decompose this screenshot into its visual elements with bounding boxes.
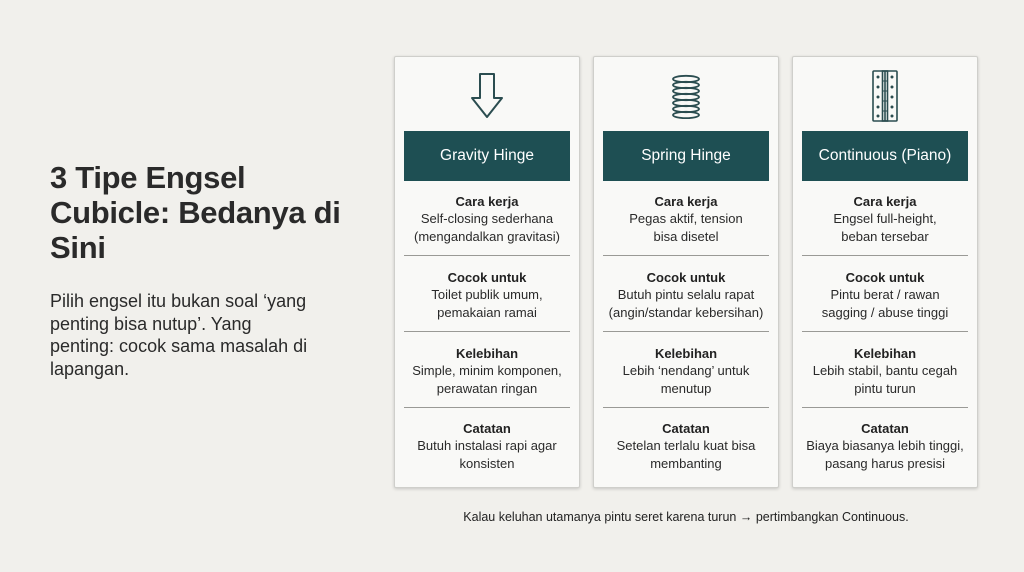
section-value: Lebih ‘nendang’ untuk menutup	[622, 363, 750, 396]
section-catatan	[603, 420, 769, 473]
divider	[603, 331, 769, 332]
divider	[802, 407, 968, 408]
divider	[603, 255, 769, 256]
section-kelebihan	[802, 345, 968, 398]
divider	[404, 331, 570, 332]
section-label: Cocok untuk	[845, 270, 925, 285]
section-cara-kerja	[603, 193, 769, 246]
section-value: Butuh pintu selalu rapat (angin/standar kebersihan)	[608, 287, 764, 320]
section-cocok-untuk	[404, 269, 570, 322]
section-cocok-untuk	[603, 269, 769, 322]
section-catatan	[802, 420, 968, 473]
section-value: Simple, minim komponen, perawatan ringan	[412, 363, 562, 396]
section-value: Lebih stabil, bantu cegah pintu turun	[812, 363, 958, 396]
divider	[802, 331, 968, 332]
section-label: Cocok untuk	[646, 270, 726, 285]
down-arrow-icon	[469, 71, 505, 121]
section-value: Toilet publik umum, pemakaian ramai	[431, 287, 543, 320]
section-catatan	[404, 420, 570, 473]
card-header: Gravity Hinge	[404, 131, 570, 181]
section-value: Self-closing sederhana (mengandalkan gravitasi)	[414, 211, 560, 244]
divider	[404, 407, 570, 408]
divider	[802, 255, 968, 256]
divider	[603, 407, 769, 408]
page-subtitle: Pilih engsel itu bukan soal ‘yang penting bisa nutup’. Yang penting: cocok sama masalah di lapangan.	[50, 291, 308, 379]
section-label: Catatan	[463, 421, 511, 436]
section-value: Engsel full-height, beban tersebar	[833, 211, 937, 244]
card-header: Continuous (Piano)	[802, 131, 968, 181]
section-cocok-untuk	[802, 269, 968, 322]
card-header: Spring Hinge	[603, 131, 769, 181]
piano-hinge-icon	[870, 69, 900, 123]
card-spring-hinge	[593, 56, 779, 488]
section-value: Biaya biasanya lebih tinggi, pasang harus presisi	[806, 438, 964, 471]
card-continuous-hinge	[792, 56, 978, 488]
divider	[404, 255, 570, 256]
section-value: Butuh instalasi rapi agar konsisten	[417, 438, 557, 471]
section-label: Cara kerja	[455, 194, 519, 209]
section-value: Setelan terlalu kuat bisa membanting	[616, 438, 756, 471]
page-title: 3 Tipe Engsel Cubicle: Bedanya di Sini	[50, 160, 341, 265]
section-label: Catatan	[662, 421, 710, 436]
section-cara-kerja	[802, 193, 968, 246]
section-label: Cocok untuk	[447, 270, 527, 285]
section-label: Kelebihan	[853, 346, 917, 361]
section-value: Pintu berat / rawan sagging / abuse tinggi	[821, 287, 949, 320]
section-kelebihan	[603, 345, 769, 398]
spring-coil-icon	[669, 73, 703, 119]
section-label: Cara kerja	[654, 194, 718, 209]
section-label: Kelebihan	[654, 346, 718, 361]
section-value: Pegas aktif, tension bisa disetel	[629, 211, 743, 244]
section-label: Kelebihan	[455, 346, 519, 361]
footnote: Kalau keluhan utamanya pintu seret karena turun → pertimbangkan Continuous.	[463, 510, 909, 524]
section-label: Cara kerja	[853, 194, 917, 209]
section-label: Catatan	[861, 421, 909, 436]
section-cara-kerja	[404, 193, 570, 246]
card-gravity-hinge	[394, 56, 580, 488]
section-kelebihan	[404, 345, 570, 398]
